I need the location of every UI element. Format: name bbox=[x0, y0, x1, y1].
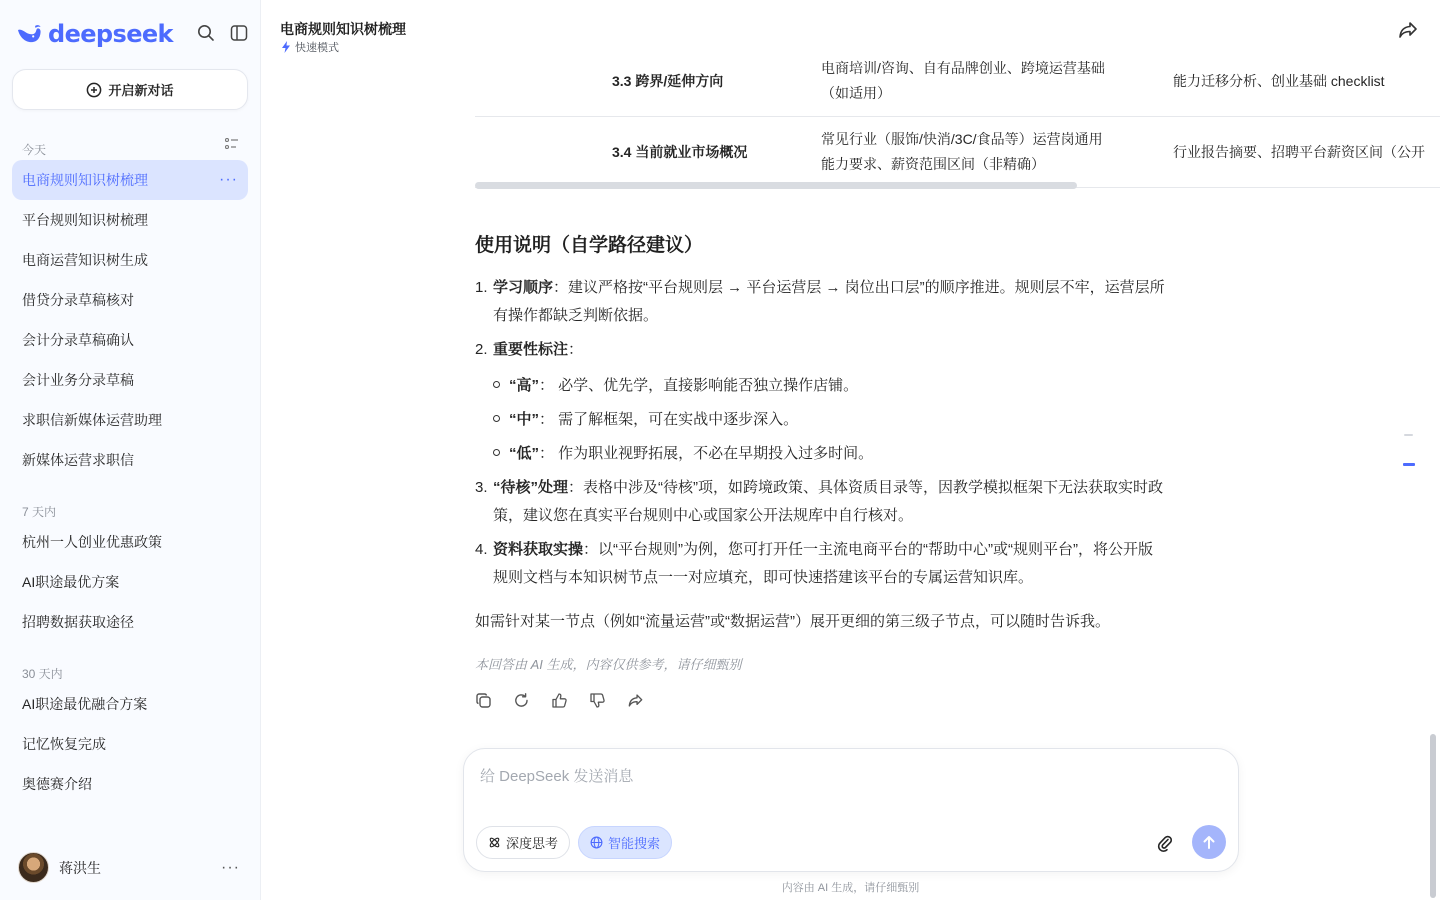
table-cell-node: 3.4 当前就业市场概况 bbox=[612, 144, 748, 160]
group-label-30-days: 30 天内 bbox=[22, 667, 63, 681]
footer-disclaimer: 内容由 AI 生成，请仔细甄别 bbox=[781, 882, 920, 894]
avatar bbox=[18, 852, 49, 883]
history-item[interactable] bbox=[12, 280, 248, 320]
history-item[interactable] bbox=[12, 200, 248, 240]
list-number: 2. bbox=[475, 341, 488, 358]
knowledge-table bbox=[475, 45, 1440, 190]
mode-label: 快速模式 bbox=[295, 42, 339, 54]
whale-logo-icon bbox=[16, 21, 42, 47]
vertical-scrollbar[interactable] bbox=[1430, 734, 1436, 898]
brand-name: deepseek bbox=[48, 20, 173, 48]
list-icon[interactable] bbox=[225, 138, 239, 150]
history-item-label: 求职信新媒体运营助理 bbox=[22, 412, 162, 428]
history-item[interactable] bbox=[12, 764, 248, 804]
table-cell-resource: 能力迁移分析、创业基础 checklist bbox=[1173, 73, 1385, 89]
new-chat-button[interactable] bbox=[12, 69, 248, 110]
history-item[interactable] bbox=[12, 684, 248, 724]
sidebar bbox=[0, 0, 261, 900]
sidebar-toggle-icon[interactable] bbox=[228, 22, 250, 44]
closing-paragraph: 如需针对某一节点（例如“流量运营”或“数据运营”）展开更细的第三级子节点，可以随时告诉我。 bbox=[475, 613, 1110, 630]
list-item-title: 学习顺序 bbox=[493, 279, 554, 296]
user-profile[interactable] bbox=[18, 852, 101, 883]
history-item-label: 电商规则知识树梳理 bbox=[22, 172, 148, 188]
level-label: “低” bbox=[509, 445, 540, 462]
attach-icon[interactable] bbox=[1155, 833, 1175, 853]
new-chat-label: 开启新对话 bbox=[108, 83, 174, 98]
level-label: “中” bbox=[509, 411, 540, 428]
message-actions bbox=[474, 690, 644, 710]
copy-icon[interactable] bbox=[474, 690, 492, 710]
history-item-label: 招聘数据获取途径 bbox=[22, 614, 134, 630]
level-text: ： 需了解框架，可在实战中逐步深入。 bbox=[539, 411, 799, 428]
list-item bbox=[475, 336, 1225, 364]
deep-think-toggle[interactable] bbox=[476, 826, 570, 859]
list-item bbox=[475, 274, 1225, 330]
smart-search-label: 智能搜索 bbox=[608, 836, 661, 851]
list-number: 3. bbox=[475, 479, 488, 496]
level-text: ： 作为职业视野拓展，不必在早期投入过多时间。 bbox=[539, 445, 874, 462]
share-icon[interactable] bbox=[1397, 19, 1419, 41]
sub-list-item bbox=[493, 406, 798, 434]
history-item-active[interactable] bbox=[12, 160, 248, 200]
list-item-text: 有操作都缺乏判断依据。 bbox=[493, 307, 659, 324]
history-item-label: 杭州一人创业优惠政策 bbox=[22, 534, 162, 550]
list-item-text: 规则文档与本知识树节点一一对应填充，即可快速搭建该平台的专属运营知识库。 bbox=[493, 569, 1034, 586]
table-cell-content: （如适用） bbox=[821, 85, 891, 101]
sub-list-item bbox=[493, 372, 858, 400]
ai-disclaimer: 本回答由 AI 生成，内容仅供参考，请仔细甄别 bbox=[475, 657, 742, 672]
message-input[interactable] bbox=[480, 765, 1220, 815]
list-number: 4. bbox=[475, 541, 488, 558]
list-number: 1. bbox=[475, 279, 488, 296]
list-item-text: ： bbox=[568, 341, 584, 358]
group-label-7-days: 7 天内 bbox=[22, 505, 57, 519]
list-item-text: 策，建议您在真实平台规则中心或国家公开法规库中自行核对。 bbox=[493, 507, 914, 524]
table-cell-content: 能力要求、薪资范围区间（非精确） bbox=[821, 156, 1045, 172]
table-cell-resource: 行业报告摘要、招聘平台薪资区间（公开 bbox=[1173, 144, 1425, 160]
history-item-label: AI职途最优融合方案 bbox=[22, 696, 148, 712]
history-item[interactable] bbox=[12, 562, 248, 602]
history-item[interactable] bbox=[12, 320, 248, 360]
history-item-label: 借贷分录草稿核对 bbox=[22, 292, 134, 308]
user-more-icon[interactable]: ··· bbox=[221, 859, 240, 876]
send-button[interactable] bbox=[1192, 825, 1226, 859]
history-item[interactable] bbox=[12, 602, 248, 642]
history-item-label: 新媒体运营求职信 bbox=[22, 452, 134, 468]
level-text: ： 必学、优先学，直接影响能否独立操作店铺。 bbox=[539, 377, 859, 394]
outline-marker-active[interactable] bbox=[1403, 463, 1415, 466]
sub-list-item bbox=[493, 440, 873, 468]
history-item-label: 奥德赛介绍 bbox=[22, 776, 92, 792]
list-item-text: ：建议严格按“平台规则层 → 平台运营层 → 岗位出口层”的顺序推进。规则层不牢，运营层所 bbox=[553, 279, 1165, 296]
history-fade bbox=[0, 808, 260, 838]
history-item[interactable] bbox=[12, 724, 248, 764]
table-cell-content: 常见行业（服饰/快消/3C/食品等）运营岗通用 bbox=[821, 131, 1103, 147]
table-row bbox=[475, 45, 1440, 117]
list-item-title: “待核”处理 bbox=[493, 479, 569, 496]
history-item[interactable] bbox=[12, 400, 248, 440]
table-cell-content: 电商培训/咨询、自有品牌创业、跨境运营基础 bbox=[821, 60, 1105, 76]
history-item-label: AI职途最优方案 bbox=[22, 574, 120, 590]
group-label-today: 今天 bbox=[22, 143, 47, 157]
send-arrow-icon bbox=[1201, 834, 1217, 850]
list-item-text: ：以“平台规则”为例，您可打开任一主流电商平台的“帮助中心”或“规则平台”，将公开版 bbox=[583, 541, 1153, 558]
history-item-label: 记忆恢复完成 bbox=[22, 736, 106, 752]
message-composer bbox=[463, 748, 1239, 872]
section-heading: 使用说明（自学路径建议） bbox=[475, 235, 704, 256]
thumbs-down-icon[interactable] bbox=[588, 690, 606, 710]
table-cell-node: 3.3 跨界/延伸方向 bbox=[612, 73, 724, 89]
list-item bbox=[475, 536, 1225, 592]
list-item bbox=[475, 474, 1225, 530]
atom-icon bbox=[488, 836, 501, 849]
level-label: “高” bbox=[509, 377, 540, 394]
history-item[interactable] bbox=[12, 440, 248, 480]
list-item-text: ：表格中涉及“待核”项，如跨境政策、具体资质目录等，因教学模拟框架下无法获取实时政 bbox=[568, 479, 1164, 496]
chat-title: 电商规则知识树梳理 bbox=[280, 21, 406, 37]
plus-circle-icon bbox=[86, 82, 102, 98]
history-item-label: 会计业务分录草稿 bbox=[22, 372, 134, 388]
list-item-title: 重要性标注 bbox=[493, 341, 569, 358]
history-item-label: 会计分录草稿确认 bbox=[22, 332, 134, 348]
history-item[interactable] bbox=[12, 522, 248, 562]
deep-think-label: 深度思考 bbox=[506, 836, 559, 851]
history-item-label: 电商运营知识树生成 bbox=[22, 252, 148, 268]
more-options-icon[interactable]: ··· bbox=[219, 171, 238, 188]
list-item-title: 资料获取实操 bbox=[493, 541, 584, 558]
smart-search-toggle[interactable] bbox=[578, 826, 672, 859]
history-item-label: 平台规则知识树梳理 bbox=[22, 212, 148, 228]
outline-marker[interactable] bbox=[1404, 434, 1413, 436]
table-row bbox=[475, 117, 1440, 188]
mode-indicator bbox=[281, 39, 339, 55]
globe-icon bbox=[590, 836, 603, 849]
thumbs-up-icon[interactable] bbox=[550, 690, 568, 710]
user-name: 蒋洪生 bbox=[59, 859, 101, 876]
history-item[interactable] bbox=[12, 360, 248, 400]
search-icon[interactable] bbox=[195, 22, 217, 44]
history-item[interactable] bbox=[12, 240, 248, 280]
share-icon[interactable] bbox=[626, 690, 644, 710]
bolt-icon bbox=[281, 41, 291, 53]
regenerate-icon[interactable] bbox=[512, 690, 530, 710]
table-horizontal-scrollbar[interactable] bbox=[475, 182, 1077, 189]
brand-logo[interactable] bbox=[16, 20, 173, 48]
